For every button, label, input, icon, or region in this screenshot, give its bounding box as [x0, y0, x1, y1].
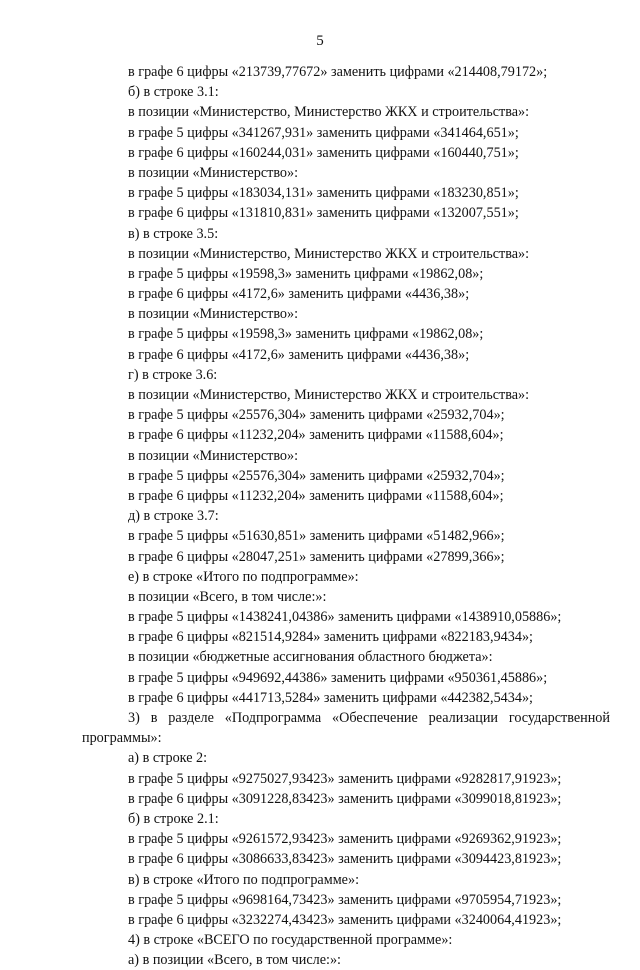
text-line: в графе 6 цифры «441713,5284» заменить цифрами «442382,5434»; [128, 689, 533, 706]
text-line: в графе 6 цифры «4172,6» заменить цифрами «4436,38»; [128, 346, 470, 363]
text-line: в графе 6 цифры «160244,031» заменить цифрами «160440,751»; [128, 144, 519, 161]
text-line: в графе 6 цифры «3232274,43423» заменить цифрами «3240064,41923»; [128, 911, 562, 928]
text-line: в графе 5 цифры «341267,931» заменить цифрами «341464,651»; [128, 124, 519, 141]
text-line: в графе 6 цифры «28047,251» заменить цифрами «27899,366»; [128, 548, 505, 565]
text-line: в позиции «бюджетные ассигнования областного бюджета»: [128, 649, 493, 666]
text-line: в позиции «Министерство»: [128, 164, 299, 181]
text-line: в позиции «Министерство, Министерство ЖКХ и строительства»: [128, 387, 530, 403]
text-line: д) в строке 3.7: [128, 508, 219, 525]
text-line: программы»: [82, 730, 162, 747]
text-line: а) в строке 2: [128, 750, 208, 767]
text-line: 3) в разделе «Подпрограмма «Обеспечение реализации государственной [128, 710, 610, 726]
text-line: е) в строке «Итого по подпрограмме»: [128, 568, 359, 585]
text-line: в позиции «Министерство»: [128, 447, 299, 464]
text-line: в позиции «Министерство, Министерство ЖКХ и строительства»: [128, 104, 530, 121]
text-line: в графе 5 цифры «19598,3» заменить цифрами «19862,08»; [128, 265, 484, 282]
text-line: б) в строке 3.1: [128, 84, 219, 101]
text-line: в позиции «Всего, в том числе:»: [128, 588, 327, 605]
text-line: в графе 5 цифры «9275027,93423» заменить цифрами «9282817,91923»; [128, 770, 562, 787]
text-line: в графе 6 цифры «11232,204» заменить цифрами «11588,604»; [128, 487, 504, 504]
page-number: 5 [316, 33, 324, 49]
text-line: в графе 6 цифры «3091228,83423» заменить цифрами «3099018,81923»; [128, 790, 562, 807]
text-line: в) в строке «Итого по подпрограмме»: [128, 871, 360, 888]
text-line: в графе 6 цифры «11232,204» заменить цифрами «11588,604»; [128, 427, 504, 444]
text-line: в графе 6 цифры «131810,831» заменить цифрами «132007,551»; [128, 205, 519, 222]
text-line: в графе 5 цифры «183034,131» заменить цифрами «183230,851»; [128, 185, 519, 202]
text-line: в графе 5 цифры «9261572,93423» заменить цифрами «9269362,91923»; [128, 831, 562, 848]
text-line: б) в строке 2.1: [128, 810, 219, 827]
text-line: а) в позиции «Всего, в том числе:»: [128, 952, 341, 969]
text-line: в графе 5 цифры «25576,304» заменить цифрами «25932,704»; [128, 407, 505, 424]
text-line: в графе 5 цифры «1438241,04386» заменить цифрами «1438910,05886»; [128, 609, 562, 626]
text-line: в графе 5 цифры «25576,304» заменить цифрами «25932,704»; [128, 467, 505, 484]
text-line: в графе 5 цифры «949692,44386» заменить цифрами «950361,45886»; [128, 669, 548, 686]
text-line: 4) в строке «ВСЕГО по государственной программе»: [128, 932, 453, 949]
text-line: в) в строке 3.5: [128, 225, 219, 242]
text-line: в позиции «Министерство»: [128, 306, 299, 323]
text-line: в графе 5 цифры «9698164,73423» заменить цифрами «9705954,71923»; [128, 891, 562, 908]
text-line: г) в строке 3.6: [128, 366, 218, 383]
text-line: в графе 6 цифры «3086633,83423» заменить цифрами «3094423,81923»; [128, 851, 562, 868]
text-line: в графе 6 цифры «213739,77672» заменить цифрами «214408,79172»; [128, 64, 548, 80]
document-body [0, 62, 640, 970]
text-line: в графе 6 цифры «821514,9284» заменить цифрами «822183,9434»; [128, 629, 533, 646]
text-line: в графе 5 цифры «51630,851» заменить цифрами «51482,966»; [128, 528, 505, 545]
text-line: в графе 5 цифры «19598,3» заменить цифрами «19862,08»; [128, 326, 484, 343]
text-line: в позиции «Министерство, Министерство ЖКХ и строительства»: [128, 245, 530, 262]
text-line: в графе 6 цифры «4172,6» заменить цифрами «4436,38»; [128, 286, 470, 303]
